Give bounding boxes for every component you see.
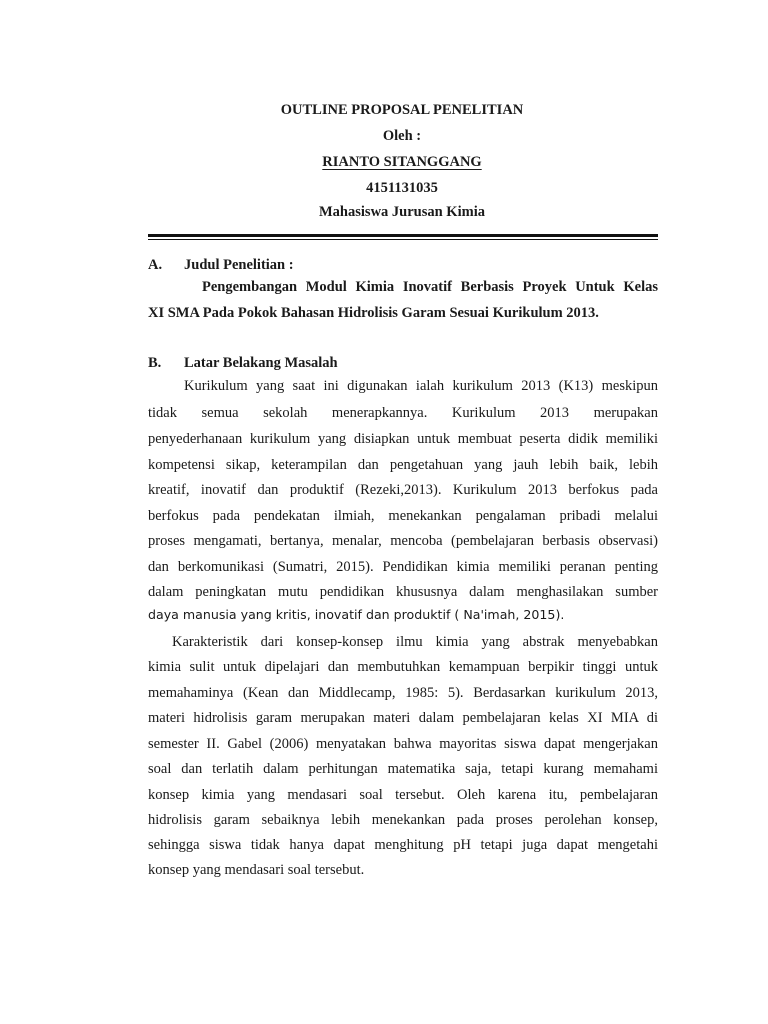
research-title-line: Pengembangan Modul Kimia Inovatif Berbasis Proyek Untuk Kelas: [202, 279, 658, 295]
section-a-number: A.: [148, 257, 163, 273]
paragraph-line: konsep yang mendasari soal tersebut.: [148, 862, 365, 878]
paragraph-line: memahaminya (Kean dan Middlecamp, 1985: 5). Berdasarkan kurikulum 2013,: [148, 685, 658, 701]
research-title-line: XI SMA Pada Pokok Bahasan Hidrolisis Garam Sesuai Kurikulum 2013.: [148, 305, 599, 321]
header-divider-thick: [148, 234, 658, 237]
paragraph-line: proses mengamati, bertanya, menalar, mencoba (pembelajaran berbasis observasi): [148, 533, 658, 549]
document-title: OUTLINE PROPOSAL PENELITIAN: [280, 102, 524, 118]
paragraph-line: kompetensi sikap, keterampilan dan pengetahuan yang jauh lebih baik, lebih: [148, 457, 658, 473]
paragraph-line: kimia sulit untuk dipelajari dan membutuhkan kemampuan berpikir tinggi untuk: [148, 659, 658, 675]
header-divider-thin: [148, 239, 658, 240]
paragraph-line: konsep kimia yang mendasari soal tersebut. Oleh karena itu, pembelajaran: [148, 787, 658, 803]
paragraph-line: Karakteristik dari konsep-konsep ilmu kimia yang abstrak menyebabkan: [172, 634, 658, 650]
student-id: 4151131035: [366, 180, 438, 196]
author-name-text: RIANTO SITANGGANG: [322, 154, 482, 170]
paragraph-line: daya manusia yang kritis, inovatif dan produktif ( Na'imah, 2015).: [148, 607, 565, 622]
section-b-heading: Latar Belakang Masalah: [184, 355, 338, 371]
paragraph-line: materi hidrolisis garam merupakan materi dalam pembelajaran kelas XI MIA di: [148, 710, 658, 726]
paragraph-line: sehingga siswa tidak hanya dapat menghitung pH tetapi juga dapat mengetahi: [148, 837, 658, 853]
paragraph-line: dan berkomunikasi (Sumatri, 2015). Pendidikan kimia memiliki peranan penting: [148, 559, 658, 575]
paragraph-line: Kurikulum yang saat ini digunakan ialah kurikulum 2013 (K13) meskipun: [184, 378, 658, 394]
section-b-number: B.: [148, 355, 162, 371]
paragraph-line: semester II. Gabel (2006) menyatakan bahwa mayoritas siswa dapat mengerjakan: [148, 736, 658, 752]
author-name: [0, 154, 768, 171]
paragraph-line: soal dan terlatih dalam perhitungan matematika saja, tetapi kurang memahami: [148, 761, 658, 777]
affiliation: Mahasiswa Jurusan Kimia: [319, 204, 485, 220]
paragraph-line: hidrolisis garam sebaiknya lebih menekankan pada proses perolehan konsep,: [148, 812, 658, 828]
paragraph-line: berfokus pada pendekatan ilmiah, menekankan pengalaman pribadi melalui: [148, 508, 658, 524]
paragraph-line: kreatif, inovatif dan produktif (Rezeki,2013). Kurikulum 2013 berfokus pada: [148, 482, 658, 498]
by-label: Oleh :: [382, 128, 422, 144]
section-a-heading: Judul Penelitian :: [184, 257, 294, 273]
paragraph-line: tidak semua sekolah menerapkannya. Kurikulum 2013 merupakan: [148, 405, 658, 421]
paragraph-line: penyederhanaan kurikulum yang disiapkan untuk membuat peserta didik memiliki: [148, 431, 658, 447]
paragraph-line: dalam peningkatan mutu pendidikan khususnya dalam menghasilakan sumber: [148, 584, 658, 600]
